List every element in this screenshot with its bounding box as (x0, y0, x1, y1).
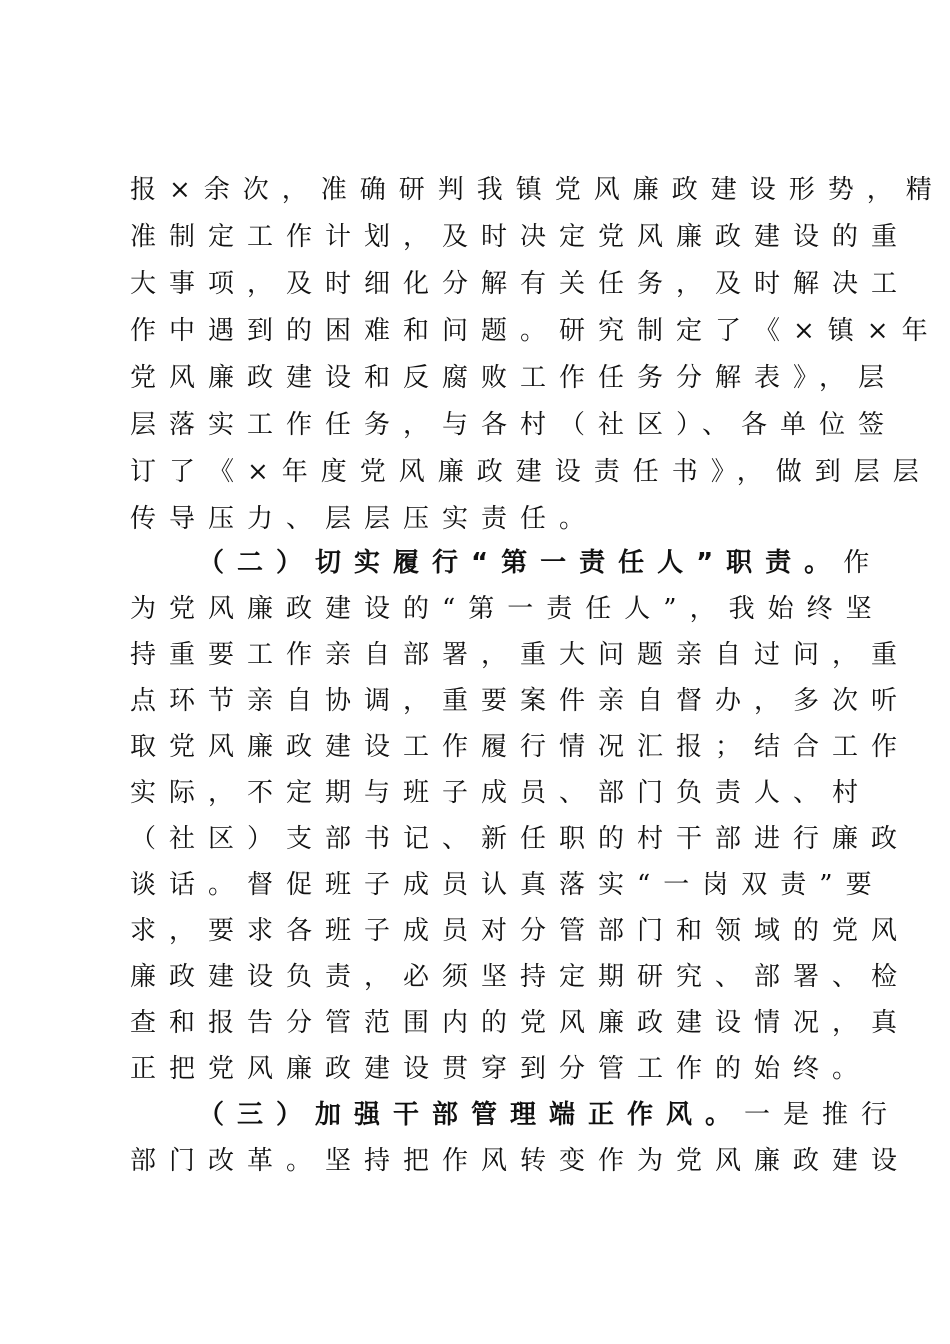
body-line: 部门改革。坚持把作风转变作为党风廉政建设 (130, 1146, 911, 1176)
body-line: 层落实工作任务，与各村（社区）、各单位签 (130, 410, 898, 440)
body-line: 大事项，及时细化分解有关任务，及时解决工 (130, 269, 911, 299)
body-line: 点环节亲自协调，重要案件亲自督办，多次听 (130, 686, 911, 716)
body-line: 谈话。督促班子成员认真落实“一岗双责”要 (130, 870, 885, 900)
body-line: 报×余次，准确研判我镇党风廉政建设形势，精 (130, 175, 945, 205)
body-line: 取党风廉政建设工作履行情况汇报；结合工作 (130, 732, 911, 762)
section-3-heading: （三）加强干部管理端正作风。 (198, 1100, 745, 1130)
body-line: 实际，不定期与班子成员、部门负责人、村 (130, 778, 872, 808)
body-line: 廉政建设负责，必须坚持定期研究、部署、检 (130, 962, 911, 992)
body-line: 为党风廉政建设的“第一责任人”，我始终坚 (130, 594, 885, 624)
section-3-first-text: 一是推行 (744, 1100, 901, 1130)
section-2-heading: （二）切实履行“第一责任人”职责。 (198, 548, 844, 578)
body-line: 正把党风廉政建设贯穿到分管工作的始终。 (130, 1054, 872, 1084)
section-2-first-text: 作 (843, 548, 883, 578)
body-line: 查和报告分管范围内的党风廉政建设情况，真 (130, 1008, 911, 1038)
body-line: 持重要工作亲自部署，重大问题亲自过问，重 (130, 640, 911, 670)
section-2-first-line (198, 540, 883, 586)
body-line: （社区）支部书记、新任职的村干部进行廉政 (130, 824, 911, 854)
body-line: 订了《×年度党风廉政建设责任书》，做到层层 (130, 457, 932, 487)
body-line: 党风廉政建设和反腐败工作任务分解表》，层 (130, 363, 898, 393)
body-line: 准制定工作计划，及时决定党风廉政建设的重 (130, 222, 911, 252)
body-line: 传导压力、层层压实责任。 (130, 504, 599, 534)
body-line: 作中遇到的困难和问题。研究制定了《×镇×年 (130, 316, 941, 346)
body-line: 求，要求各班子成员对分管部门和领域的党风 (130, 916, 911, 946)
section-3-first-line (198, 1092, 901, 1138)
